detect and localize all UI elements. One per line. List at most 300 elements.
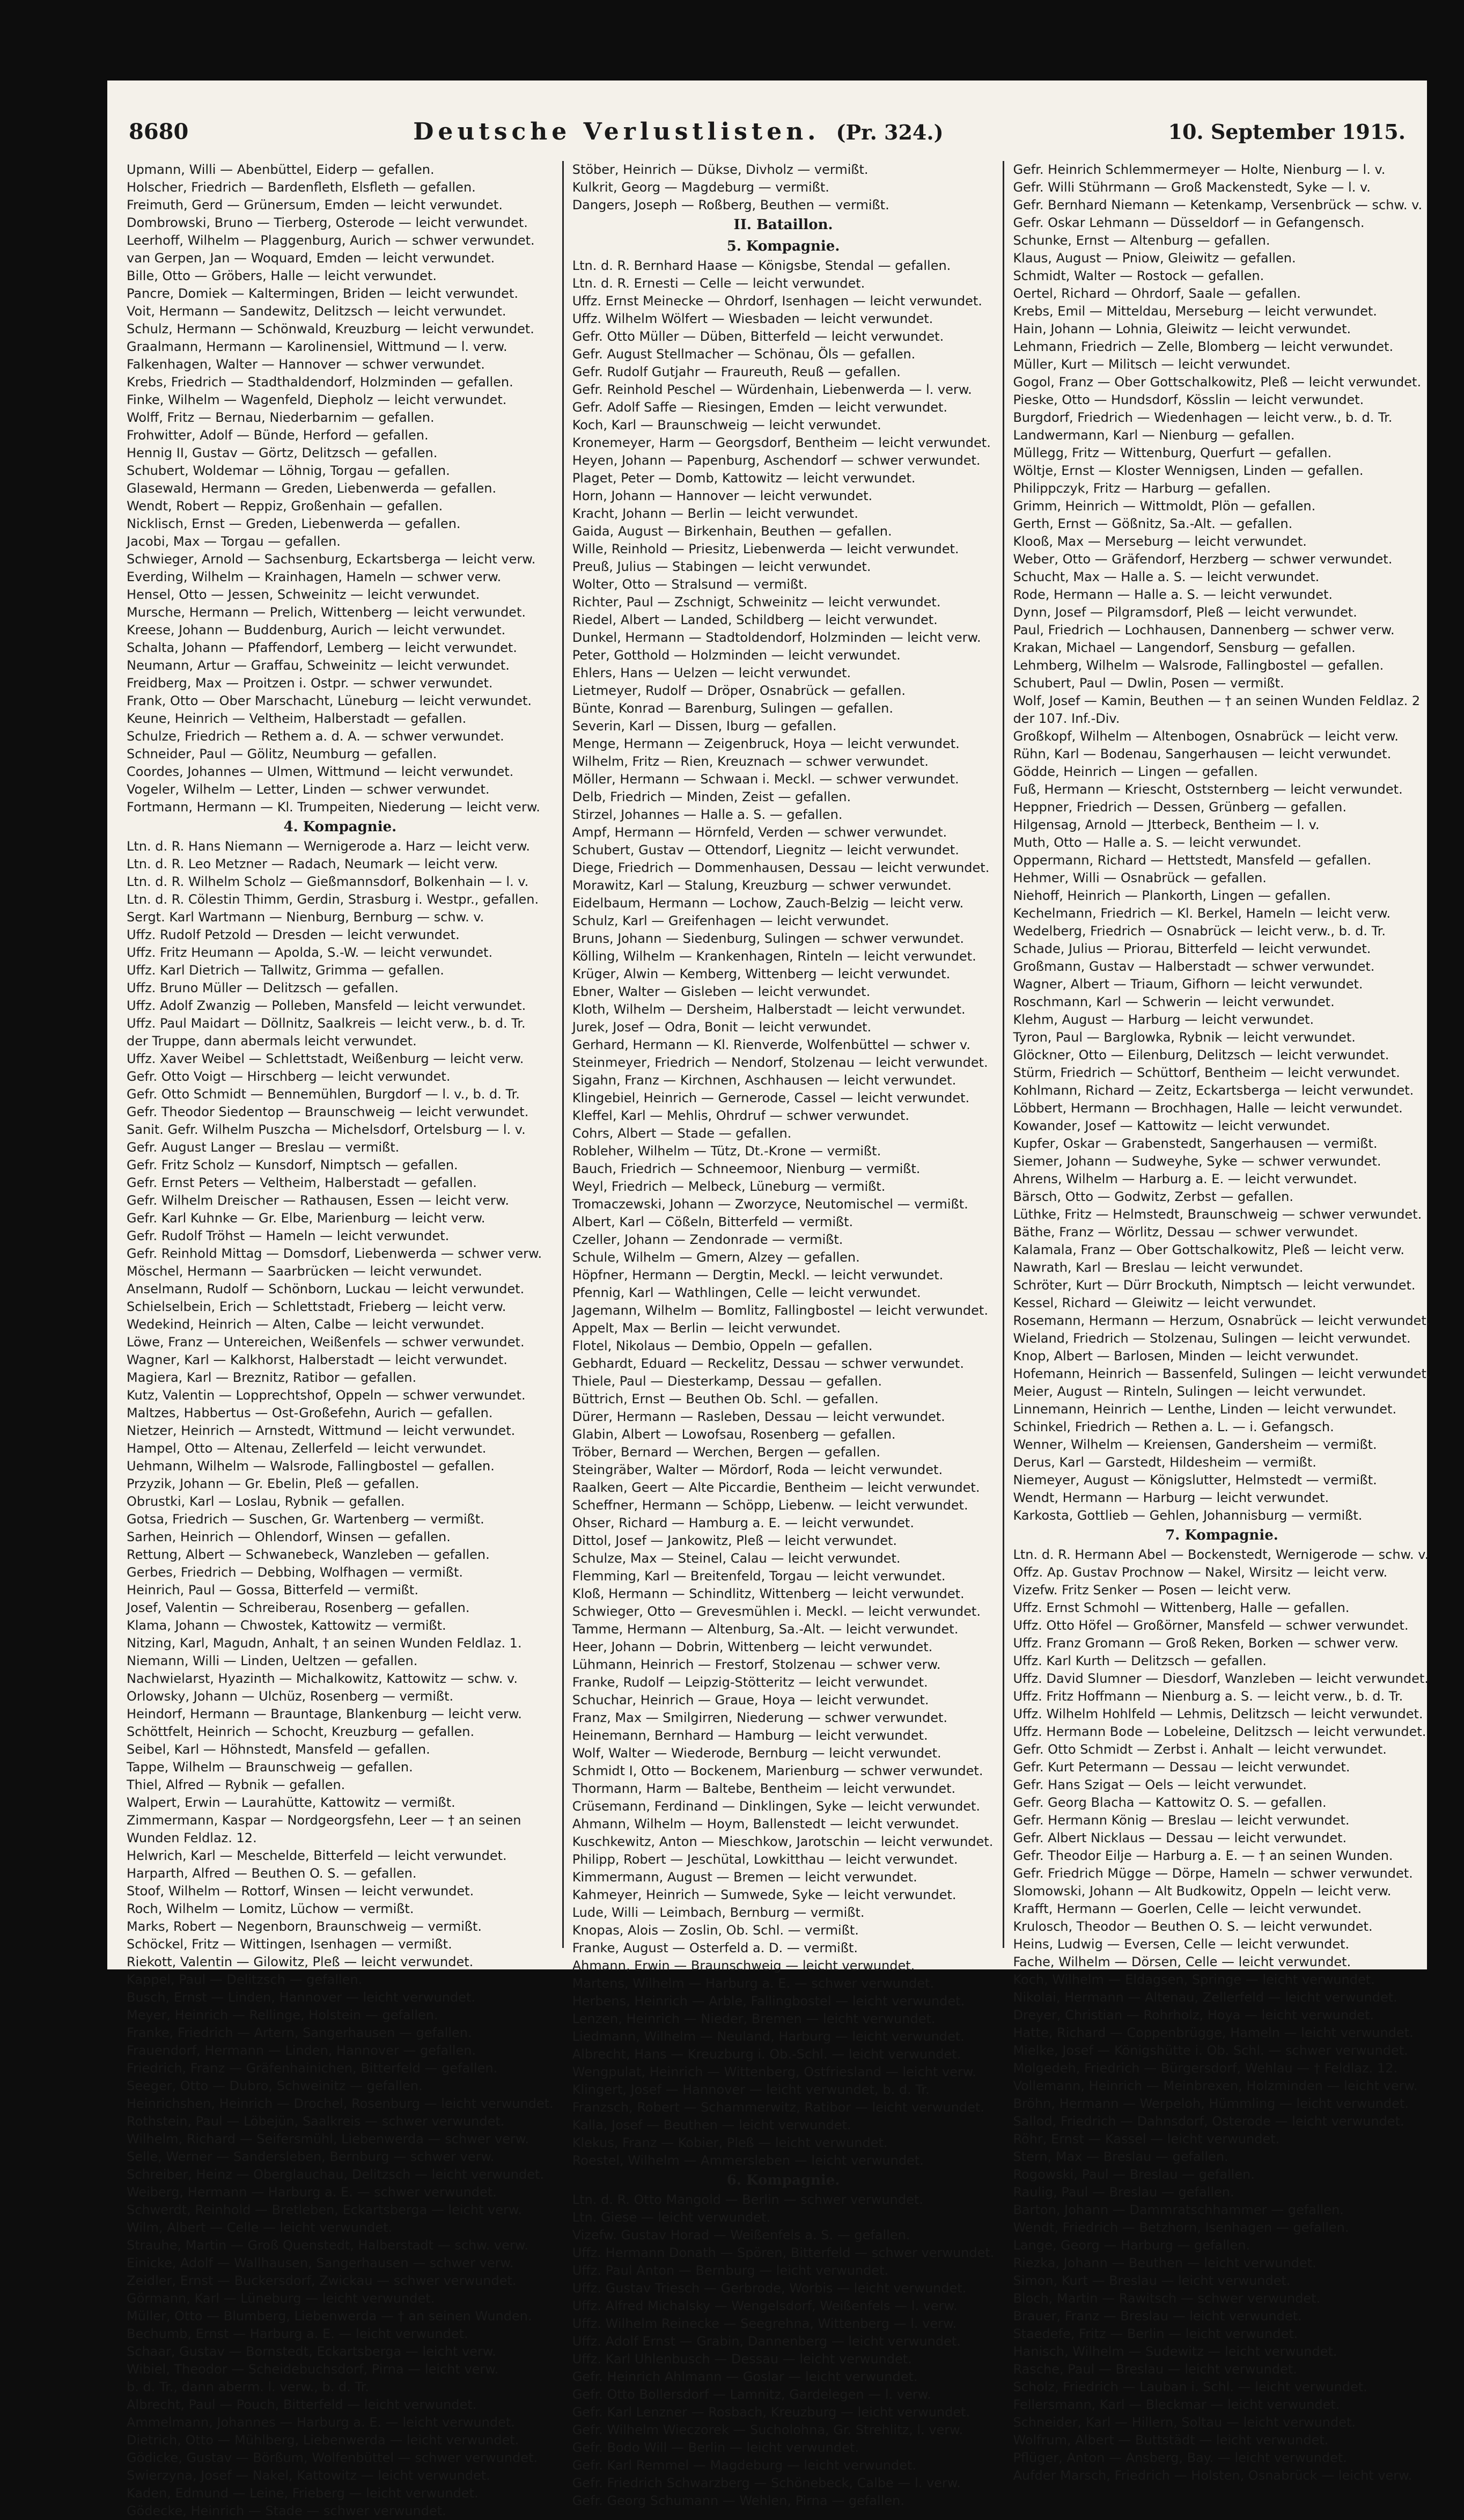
casualty-entry: Gefr. Karl Remmel — Magdeburg — leicht verwundet.	[572, 2458, 916, 2473]
casualty-entry: Friedrich, Franz — Gräfenhainichen, Bitterfeld — gefallen.	[127, 2061, 498, 2076]
casualty-entry: Wilhelm, Richard — Seifersmühl, Liebenwerda — schwer verw.	[127, 2131, 529, 2147]
casualty-entry: Kaden, Edmund — Leine, Frieberg — leicht verwundet.	[127, 2486, 479, 2501]
casualty-entry: Schmidt, Walter — Rostock — gefallen.	[1013, 268, 1264, 283]
casualty-entry: Wolter, Otto — Stralsund — vermißt.	[572, 577, 808, 592]
casualty-entry: Uffz. Wilhelm Reinecke — Seegrehna, Wittenberg — l. verw.	[572, 2316, 957, 2331]
casualty-entry: Wilm, Albert — Celle — leicht verwundet.	[127, 2220, 393, 2235]
casualty-entry: Sigahn, Franz — Kirchnen, Aschhausen — leicht verwundet.	[572, 1073, 957, 1088]
casualty-entry: Dombrowski, Bruno — Tierberg, Osterode — leicht verwundet.	[127, 215, 528, 230]
casualty-entry: Uffz. Fritz Heumann — Apolda, S.-W. — leicht verwundet.	[127, 945, 493, 960]
casualty-entry: Wedelberg, Friedrich — Osnabrück — leicht verw., b. d. Tr.	[1013, 924, 1386, 939]
casualty-entry: Wunden Feldlaz. 12.	[127, 1830, 257, 1845]
casualty-entry: Gefr. Bodo Will — Berlin — leicht verwundet.	[572, 2440, 859, 2455]
casualty-entry: Gödecke, Heinrich — Stade — schwer verwundet.	[127, 2503, 446, 2518]
casualty-entry: Bünte, Konrad — Barenburg, Sulingen — gefallen.	[572, 701, 893, 716]
casualty-entry: Uffz. Otto Höfel — Großörner, Mansfeld — schwer verwundet.	[1013, 1618, 1409, 1633]
casualty-entry: Fache, Wilhelm — Dörsen, Celle — leicht verwundet.	[1013, 1954, 1351, 1969]
casualty-entry: Menge, Hermann — Zeigenbruck, Hoya — leicht verwundet.	[572, 736, 960, 751]
casualty-entry: Heinemann, Bernhard — Hamburg — leicht verwundet.	[572, 1728, 928, 1743]
casualty-entry: Bloch, Martin — Rawitsch — schwer verwundet.	[1013, 2291, 1321, 2306]
casualty-entry: Ltn. d. R. Hans Niemann — Wernigerode a. Harz — leicht verw.	[127, 839, 531, 854]
casualty-entry: Sanit. Gefr. Wilhelm Puszcha — Michelsdorf, Ortelsburg — l. v.	[127, 1122, 526, 1137]
casualty-entry: Flemming, Karl — Breitenfeld, Torgau — leicht verwundet.	[572, 1569, 946, 1584]
casualty-entry: Strauhe, Martin — Groß Quenstedt, Halberstadt — schw. verw.	[127, 2238, 528, 2253]
casualty-entry: Offz. Ap. Gustav Prochnow — Nakel, Wirsitz — leicht verw.	[1013, 1565, 1388, 1580]
casualty-entry: Niemeyer, August — Königslutter, Helmstedt — vermißt.	[1013, 1473, 1377, 1488]
casualty-entry: Ampf, Hermann — Hörnfeld, Verden — schwer verwundet.	[572, 825, 947, 840]
casualty-entry: Gefr. Adolf Saffe — Riesingen, Emden — leicht verwundet.	[572, 400, 948, 415]
casualty-entry: Albert, Karl — Cößeln, Bitterfeld — vermißt.	[572, 1214, 854, 1229]
casualty-entry: Klooß, Max — Merseburg — leicht verwundet.	[1013, 534, 1307, 549]
casualty-entry: Heins, Ludwig — Eversen, Celle — leicht verwundet.	[1013, 1937, 1350, 1952]
casualty-entry: Schneider, Paul — Gölitz, Neumburg — gefallen.	[127, 746, 437, 761]
casualty-entry: Heinrichshen, Heinrich — Drochel, Rosenburg — leicht verwundet.	[127, 2096, 554, 2111]
casualty-entry: Thiele, Paul — Diesterkamp, Dessau — gefallen.	[572, 1374, 882, 1389]
casualty-entry: Uffz. Adolf Zwanzig — Polleben, Mansfeld — leicht verwundet.	[127, 998, 526, 1013]
casualty-entry: Dittol, Josef — Jankowitz, Pleß — leicht verwundet.	[572, 1533, 897, 1548]
casualty-entry: Gefr. Heinrich Schlemmermeyer — Holte, Nienburg — l. v.	[1013, 162, 1386, 177]
casualty-entry: Gefr. Rudolf Gutjahr — Fraureuth, Reuß — gefallen.	[572, 364, 901, 379]
casualty-entry: Pflüger, Anton — Ansberg, Bay. — leicht verwundet.	[1013, 2450, 1347, 2465]
casualty-entry: Finke, Wilhelm — Wagenfeld, Diepholz — leicht verwundet.	[127, 392, 507, 407]
casualty-entry: Lehmberg, Wilhelm — Walsrode, Fallingbostel — gefallen.	[1013, 658, 1384, 673]
casualty-entry: Philippczyk, Fritz — Harburg — gefallen.	[1013, 481, 1271, 496]
casualty-entry: Bechumb, Ernst — Harburg a. E. — leicht verwundet.	[127, 2326, 468, 2341]
casualty-entry: Niehoff, Heinrich — Plankorth, Lingen — gefallen.	[1013, 888, 1331, 903]
casualty-entry: Rosemann, Hermann — Herzum, Osnabrück — leicht verwundet.	[1013, 1313, 1431, 1328]
casualty-entry: Rettung, Albert — Schwanebeck, Wanzleben — gefallen.	[127, 1547, 490, 1562]
casualty-entry: Gefr. Otto Schmidt — Zerbst i. Anhalt — leicht verwundet.	[1013, 1742, 1387, 1757]
casualty-entry: Thiel, Alfred — Rybnik — gefallen.	[127, 1777, 345, 1792]
casualty-entry: Uffz. Karl Kurth — Delitzsch — gefallen.	[1013, 1653, 1267, 1668]
casualty-entry: Scholz, Friedrich — Lauban i. Schl. — leicht verwundet.	[1013, 2379, 1367, 2394]
casualty-entry: Dunkel, Hermann — Stadtoldendorf, Holzminden — leicht verw.	[572, 630, 981, 645]
casualty-entry: Schöttfelt, Heinrich — Schocht, Kreuzburg — gefallen.	[127, 1724, 475, 1739]
casualty-entry: Bruns, Johann — Siedenburg, Sulingen — schwer verwundet.	[572, 931, 965, 946]
casualty-entry: Ohser, Richard — Hamburg a. E. — leicht verwundet.	[572, 1515, 914, 1530]
casualty-entry: Uffz. Hermann Donath — Spören, Bitterfeld — schwer verwundet.	[572, 2245, 995, 2260]
casualty-entry: Oertel, Richard — Ohrdorf, Saale — gefallen.	[1013, 286, 1301, 301]
casualty-entry: Gefr. August Langer — Breslau — vermißt.	[127, 1140, 400, 1155]
casualty-entry: Molgedeh, Friedrich — Bürgersdorf, Wehlau — † Feldlaz. 12.	[1013, 2061, 1398, 2076]
casualty-entry: Schulze, Max — Steinel, Calau — leicht verwundet.	[572, 1551, 901, 1566]
casualty-entry: Stirzel, Johannes — Halle a. S. — gefallen.	[572, 807, 843, 822]
casualty-entry: Uffz. Gustav Triesch — Gerbrode, Worbis — leicht verwundet.	[572, 2281, 967, 2296]
casualty-entry: Vogeler, Wilhelm — Letter, Linden — schwer verwundet.	[127, 782, 490, 797]
casualty-entry: Neumann, Artur — Graffau, Schweinitz — leicht verwundet.	[127, 658, 510, 673]
casualty-entry: Kalla, Josef — Beuthen — leicht verwundet.	[572, 2118, 851, 2133]
casualty-entry: Roch, Wilhelm — Lomitz, Lüchow — vermißt.	[127, 1901, 414, 1916]
casualty-entry: Ltn. d. R. Leo Metzner — Radach, Neumark — leicht verw.	[127, 856, 498, 871]
casualty-entry: Schalta, Johann — Pfaffendorf, Lemberg — leicht verwundet.	[127, 640, 517, 655]
casualty-entry: Horn, Johann — Hannover — leicht verwundet.	[572, 488, 873, 503]
casualty-entry: Gefr. August Stellmacher — Schönau, Öls — gefallen.	[572, 347, 916, 362]
casualty-entry: Ehlers, Hans — Uelzen — leicht verwundet.	[572, 665, 851, 680]
casualty-entry: Gefr. Heinrich Ahlmann — Goslar — leicht verwundet.	[572, 2369, 918, 2384]
casualty-entry: Kutz, Valentin — Lopprechtshof, Oppeln — schwer verwundet.	[127, 1388, 526, 1403]
casualty-entry: Pfennig, Karl — Wathlingen, Celle — leicht verwundet.	[572, 1285, 921, 1300]
casualty-entry: b. d. Tr., dann aberm. l. verw., b. d. Tr.	[127, 2379, 369, 2394]
casualty-entry: Gerbes, Friedrich — Debbing, Wolfhagen — vermißt.	[127, 1565, 463, 1580]
casualty-entry: Ltn. Giese — leicht verwundet.	[572, 2210, 770, 2225]
casualty-entry: Nawrath, Karl — Breslau — leicht verwundet.	[1013, 1260, 1304, 1275]
casualty-entry: Gefr. Hans Szigat — Oels — leicht verwundet.	[1013, 1777, 1307, 1792]
casualty-entry: Wieland, Friedrich — Stolzenau, Sulingen — leicht verwundet.	[1013, 1331, 1411, 1346]
casualty-entry: Mielke, Josef — Königshütte i. Ob. Schl. — schwer verwundet.	[1013, 2043, 1408, 2058]
casualty-entry: Schulze, Friedrich — Rethem a. d. A. — schwer verwundet.	[127, 729, 504, 744]
casualty-entry: Przyzik, Johann — Gr. Ebelin, Pleß — gefallen.	[127, 1476, 420, 1491]
casualty-entry: Cohrs, Albert — Stade — gefallen.	[572, 1126, 792, 1141]
casualty-entry: Dangers, Joseph — Roßberg, Beuthen — vermißt.	[572, 197, 889, 213]
casualty-entry: Oppermann, Richard — Hettstedt, Mansfeld — gefallen.	[1013, 853, 1371, 868]
casualty-entry: Schwieger, Otto — Grevesmühlen i. Meckl. — leicht verwundet.	[572, 1604, 981, 1619]
casualty-entry: Aufder Marsch, Friedrich — Holsten, Osnabrück — leicht verw.	[1013, 2468, 1412, 2483]
casualty-entry: Maltzes, Habbertus — Ost-Großefehn, Aurich — gefallen.	[127, 1405, 493, 1420]
casualty-entry: Franke, August — Osterfeld a. D. — vermißt.	[572, 1940, 858, 1955]
casualty-entry: Roschmann, Karl — Schwerin — leicht verwundet.	[1013, 994, 1335, 1009]
casualty-entry: Gerth, Ernst — Gößnitz, Sa.-Alt. — gefallen.	[1013, 516, 1293, 531]
casualty-entry: Lude, Willi — Leimbach, Bernburg — vermißt.	[572, 1905, 865, 1920]
casualty-entry: Anselmann, Rudolf — Schönborn, Luckau — leicht verwundet.	[127, 1281, 525, 1296]
casualty-entry: Schmidt I, Otto — Bockenem, Marienburg — schwer verwundet.	[572, 1763, 983, 1778]
casualty-entry: Schubert, Gustav — Ottendorf, Liegnitz — leicht verwundet.	[572, 843, 959, 858]
casualty-entry: Frohwitter, Adolf — Bünde, Herford — gefallen.	[127, 428, 429, 443]
casualty-entry: Delb, Friedrich — Minden, Zeist — gefallen.	[572, 789, 851, 804]
casualty-entry: Nicklisch, Ernst — Greden, Liebenwerda — gefallen.	[127, 516, 461, 531]
casualty-entry: Höpfner, Hermann — Dergtin, Meckl. — leicht verwundet.	[572, 1268, 944, 1283]
casualty-entry: Grimm, Heinrich — Wittmoldt, Plön — gefallen.	[1013, 499, 1316, 514]
casualty-entry: Wibiel, Theodor — Scheidebuchsdorf, Pirna — leicht verw.	[127, 2362, 499, 2377]
casualty-entry: Kupfer, Oskar — Grabenstedt, Sangerhausen — vermißt.	[1013, 1136, 1378, 1151]
casualty-entry: Voit, Hermann — Sandewitz, Delitzsch — leicht verwundet.	[127, 304, 506, 319]
casualty-entry: Heer, Johann — Dobrin, Wittenberg — leicht verwundet.	[572, 1639, 933, 1654]
casualty-entry: Rogowski, Paul — Breslau — gefallen.	[1013, 2167, 1255, 2182]
casualty-entry: Morawitz, Karl — Stalung, Kreuzburg — schwer verwundet.	[572, 878, 952, 893]
page-number: 8680	[129, 119, 189, 144]
casualty-entry: Uffz. David Slumner — Diesdorf, Wanzleben — leicht verwundet.	[1013, 1671, 1429, 1686]
casualty-entry: Heyen, Johann — Papenburg, Aschendorf — schwer verwundet.	[572, 453, 981, 468]
casualty-entry: Gefr. Otto Bollersdorf — Lamnitz, Gardelegen — l. verw.	[572, 2387, 931, 2402]
casualty-entry: Gödicke, Gustav — Börßum, Wolfenbüttel — schwer verwundet.	[127, 2450, 538, 2465]
casualty-entry: Lange, Georg — Harburg — gefallen.	[1013, 2238, 1250, 2253]
casualty-entry: Gefr. Otto Voigt — Hirschberg — leicht verwundet.	[127, 1069, 451, 1084]
casualty-entry: Gefr. Reinhold Peschel — Würdenhain, Liebenwerda — l. verw.	[572, 382, 972, 397]
casualty-entry: Gefr. Wilhelm Wieczorek — Sucholohna, Gr. Strehlitz, l. verw.	[572, 2422, 963, 2437]
casualty-entry: Kleffel, Karl — Mehlis, Ohrdruf — schwer verwundet.	[572, 1108, 909, 1123]
casualty-entry: Wagner, Albert — Triaum, Gifhorn — leicht verwundet.	[1013, 977, 1363, 992]
casualty-entry: Schöckel, Fritz — Wittingen, Isenhagen — vermißt.	[127, 1937, 452, 1952]
casualty-entry: Vollemann, Heinrich — Meinbrexen, Holzminden — leicht verw.	[1013, 2078, 1418, 2093]
casualty-entry: Burgdorf, Friedrich — Wiedenhagen — leicht verw., b. d. Tr.	[1013, 410, 1393, 425]
section-heading: 7. Kompagnie.	[1165, 1527, 1278, 1543]
casualty-entry: Rothstein, Paul — Löbejün, Saalkreis — schwer verwundet.	[127, 2114, 505, 2129]
casualty-entry: Meyer, Heinrich — Rellinge, Holstein — gefallen.	[127, 2008, 438, 2023]
casualty-entry: Busch, Ernst — Linden, Hannover — leicht verwundet.	[127, 1990, 475, 2005]
casualty-entry: Gefr. Georg Blacha — Kattowitz O. S. — gefallen.	[1013, 1795, 1327, 1810]
publication-title: Deutsche Verlustlisten.	[413, 118, 820, 145]
casualty-entry: Upmann, Willi — Abenbüttel, Eiderp — gefallen.	[127, 162, 435, 177]
casualty-entry: Keune, Heinrich — Veltheim, Halberstadt — gefallen.	[127, 711, 467, 726]
casualty-entry: Hampel, Otto — Altenau, Zellerfeld — leicht verwundet.	[127, 1441, 487, 1456]
casualty-entry: Klaus, August — Pniow, Gleiwitz — gefallen.	[1013, 251, 1296, 266]
casualty-entry: Wille, Reinhold — Priesitz, Liebenwerda — leicht verwundet.	[572, 541, 959, 556]
casualty-entry: Schreiber, Heinz — Oberglauchau, Delitzsch — leicht verwundet.	[127, 2167, 545, 2182]
casualty-entry: Herbens, Heinrich — Arble, Fallingbostel — leicht verwundet.	[572, 1994, 965, 2009]
casualty-entry: Wilhelm, Fritz — Rien, Kreuznach — schwer verwundet.	[572, 754, 929, 769]
casualty-entry: Uffz. Rudolf Petzold — Dresden — leicht verwundet.	[127, 927, 460, 942]
casualty-entry: Helwrich, Karl — Meschelde, Bitterfeld — leicht verwundet.	[127, 1848, 507, 1863]
casualty-entry: Tyron, Paul — Barglowka, Rybnik — leicht verwundet.	[1013, 1030, 1356, 1045]
casualty-entry: Stöber, Heinrich — Dükse, Divholz — vermißt.	[572, 162, 869, 177]
casualty-entry: Schneider, Karl — Hillern, Soltau — leicht verwundet.	[1013, 2415, 1356, 2430]
casualty-entry: Fuß, Hermann — Kriescht, Oststernberg — leicht verwundet.	[1013, 782, 1403, 797]
casualty-entry: Paul, Friedrich — Lochhausen, Dannenberg — schwer verw.	[1013, 622, 1395, 638]
casualty-entry: Wengpulat, Heinrich — Wittenberg, Ostfriesland — leicht verw.	[572, 2064, 976, 2079]
casualty-entry: Philipp, Robert — Jeschütal, Lowkitthau — leicht verwundet.	[572, 1852, 958, 1867]
casualty-entry: Kloß, Hermann — Schindlitz, Wittenberg — leicht verwundet.	[572, 1586, 965, 1601]
casualty-entry: Heppner, Friedrich — Dessen, Grünberg — gefallen.	[1013, 800, 1347, 815]
casualty-entry: Seibel, Karl — Höhnstedt, Mansfeld — gefallen.	[127, 1742, 430, 1757]
casualty-entry: Tappe, Wilhelm — Braunschweig — gefallen.	[127, 1760, 413, 1775]
casualty-entry: Uffz. Xaver Weibel — Schlettstadt, Weißenburg — leicht verw.	[127, 1051, 524, 1066]
casualty-entry: Frank, Otto — Ober Marschacht, Lüneburg — leicht verwundet.	[127, 693, 532, 708]
casualty-entry: Glasewald, Hermann — Greden, Liebenwerda — gefallen.	[127, 481, 497, 496]
casualty-entry: Karkosta, Gottlieb — Gehlen, Johannisburg — vermißt.	[1013, 1508, 1363, 1523]
casualty-entry: Rasche, Paul — Breslau — leicht verwundet.	[1013, 2362, 1297, 2377]
casualty-entry: Gefr. Theodor Siedentop — Braunschweig — leicht verwundet.	[127, 1104, 529, 1119]
casualty-entry: Heinrich, Paul — Gossa, Bitterfeld — vermißt.	[127, 1583, 418, 1598]
casualty-entry: Diege, Friedrich — Dommenhausen, Dessau — leicht verwundet.	[572, 860, 990, 875]
casualty-entry: Dreyer, Christian — Rohrholz, Hoya — leicht verwundet.	[1013, 2008, 1374, 2023]
casualty-entry: Kowander, Josef — Kattowitz — leicht verwundet.	[1013, 1118, 1330, 1133]
casualty-entry: Graalmann, Hermann — Karolinensiel, Wittmund — l. verw.	[127, 339, 507, 354]
casualty-entry: Ltn. d. R. Otto Mangold — Berlin — schwer verwundet.	[572, 2192, 923, 2207]
casualty-entry: Müller, Otto — Blumberg, Liebenwerda — † an seinen Wunden.	[127, 2309, 532, 2324]
casualty-entry: Gefr. Friedrich Mügge — Dörpe, Hameln — schwer verwundet.	[1013, 1866, 1413, 1881]
casualty-entry: Klingert, Josef — Hannover — leicht verwundet, b. d. Tr.	[572, 2082, 930, 2097]
casualty-entry: Gefr. Theodor Eilje — Harburg a. E. — † an seinen Wunden.	[1013, 1848, 1393, 1863]
casualty-entry: Hatte, Richard — Coppenbrügge, Hameln — leicht verwundet.	[1013, 2025, 1414, 2040]
casualty-entry: Ahrens, Wilhelm — Harburg a. E. — leicht verwundet.	[1013, 1171, 1357, 1186]
casualty-entry: Schielselbein, Erich — Schlettstadt, Frieberg — leicht verw.	[127, 1299, 506, 1314]
newspaper-page	[107, 80, 1431, 2518]
casualty-entry: Vizefw. Gustav Horad — Weißenfels a. S. — gefallen.	[572, 2228, 910, 2243]
casualty-entry: Peter, Gotthold — Holzminden — leicht verwundet.	[572, 648, 901, 663]
casualty-entry: Zimmermann, Kaspar — Nordgeorgsfehn, Leer — † an seinen	[127, 1813, 521, 1828]
casualty-entry: Nikolai, Hermann — Altenau, Zellerfeld — leicht verwundet.	[1013, 1990, 1397, 2005]
casualty-entry: Leerhoff, Wilhelm — Plaggenburg, Aurich — schwer verwundet.	[127, 233, 535, 248]
casualty-entry: Raulig, Paul — Breslau — gefallen.	[1013, 2185, 1234, 2200]
casualty-entry: Krebs, Emil — Mitteldau, Merseburg — leicht verwundet.	[1013, 304, 1377, 319]
casualty-entry: Pancre, Domiek — Kaltermingen, Briden — leicht verwundet.	[127, 286, 518, 301]
casualty-entry: Ahmann, Wilhelm — Hoym, Ballenstedt — leicht verwundet.	[572, 1816, 960, 1832]
casualty-entry: Gaida, August — Birkenhain, Beuthen — gefallen.	[572, 524, 892, 539]
casualty-entry: Albrecht, Hans — Kreuzburg i. Ob.-Schl. — leicht verwundet.	[572, 2047, 961, 2062]
casualty-entry: Fellersmann, Karl — Bleckmar — leicht verwundet.	[1013, 2397, 1340, 2412]
casualty-entry: Krafft, Hermann — Goerlen, Celle — leicht verwundet.	[1013, 1901, 1362, 1916]
casualty-entry: Wendt, Hermann — Harburg — leicht verwundet.	[1013, 1490, 1329, 1505]
casualty-entry: Ltn. d. R. Cölestin Thimm, Gerdin, Strasburg i. Westpr., gefallen.	[127, 892, 539, 907]
casualty-entry: Wendt, Robert — Reppiz, Großenhain — gefallen.	[127, 499, 443, 514]
casualty-entry: Hennig II, Gustav — Görtz, Delitzsch — gefallen.	[127, 445, 438, 460]
casualty-entry: Möschel, Hermann — Saarbrücken — leicht verwundet.	[127, 1264, 482, 1279]
casualty-entry: Gefr. Reinhold Mittag — Domsdorf, Liebenwerda — schwer verw.	[127, 1246, 542, 1261]
casualty-entry: Riedel, Albert — Landed, Schildberg — leicht verwundet.	[572, 612, 938, 627]
casualty-entry: Glabin, Albert — Lowofsau, Rosenberg — gefallen.	[572, 1427, 896, 1442]
casualty-entry: Schuchar, Heinrich — Graue, Hoya — leicht verwundet.	[572, 1693, 929, 1708]
casualty-entry: Gefr. Karl Kuhnke — Gr. Elbe, Marienburg — leicht verw.	[127, 1211, 485, 1226]
casualty-entry: Kohlmann, Richard — Zeitz, Eckartsberga — leicht verwundet.	[1013, 1083, 1414, 1098]
casualty-entry: Löwe, Franz — Untereichen, Weißenfels — schwer verwundet.	[127, 1335, 525, 1350]
casualty-entry: Krüger, Alwin — Kemberg, Wittenberg — leicht verwundet.	[572, 966, 951, 981]
casualty-entry: Uffz. Karl Uhlenbusch — Dessau — leicht verwundet.	[572, 2351, 912, 2367]
casualty-entry: Hanisch, Wilhelm — Sudewitz — leicht verwundet.	[1013, 2344, 1337, 2359]
casualty-entry: Heindorf, Hermann — Brauntage, Blankenburg — leicht verw.	[127, 1706, 522, 1721]
casualty-entry: Bille, Otto — Gröbers, Halle — leicht verwundet.	[127, 268, 437, 283]
casualty-entry: Ammelmann, Johannes — Harburg a. E. — leicht verwundet.	[127, 2415, 515, 2430]
casualty-entry: Riezka, Johann — Beuthen — leicht verwundet.	[1013, 2255, 1316, 2270]
casualty-entry: Kronemeyer, Harm — Georgsdorf, Bentheim — leicht verwundet.	[572, 435, 991, 450]
casualty-entry: der 107. Inf.-Div.	[1013, 711, 1120, 726]
casualty-entry: Koch, Wilhelm — Eldagsen, Springe — leicht verwundet.	[1013, 1972, 1375, 1987]
casualty-entry: Flotel, Nikolaus — Dembio, Oppeln — gefallen.	[572, 1338, 873, 1353]
casualty-entry: Harparth, Alfred — Beuthen O. S. — gefallen.	[127, 1866, 417, 1881]
casualty-entry: Gefr. Rudolf Tröhst — Hameln — leicht verwundet.	[127, 1228, 450, 1243]
casualty-entry: Kechelmann, Friedrich — Kl. Berkel, Hameln — leicht verw.	[1013, 906, 1391, 921]
casualty-entry: Gefr. Oskar Lehmann — Düsseldorf — in Gefangensch.	[1013, 215, 1365, 230]
casualty-entry: Derus, Karl — Garstedt, Hildesheim — vermißt.	[1013, 1455, 1316, 1470]
casualty-entry: Müller, Kurt — Militsch — leicht verwundet.	[1013, 357, 1291, 372]
casualty-entry: Uffz. Adolf Ernst — Grabin, Dannenberg — leicht verwundet.	[572, 2334, 961, 2349]
casualty-entry: Hofemann, Heinrich — Bassenfeld, Sulingen — leicht verwundet.	[1013, 1366, 1431, 1381]
casualty-entry: Franzsch, Robert — Schammerwitz, Ratibor — leicht verwundet.	[572, 2100, 984, 2115]
casualty-entry: Schubert, Paul — Dwlin, Posen — vermißt.	[1013, 676, 1284, 691]
casualty-entry: Freimuth, Gerd — Grünersum, Emden — leicht verwundet.	[127, 197, 503, 213]
casualty-entry: Stern, Max — Breslau — gefallen.	[1013, 2149, 1228, 2164]
casualty-entry: Czeller, Johann — Zendonrade — vermißt.	[572, 1232, 843, 1247]
casualty-entry: Wedekind, Heinrich — Alten, Calbe — leicht verwundet.	[127, 1317, 484, 1332]
casualty-entry: Hilgensag, Arnold — Jtterbeck, Bentheim — l. v.	[1013, 817, 1320, 832]
casualty-entry: Eidelbaum, Hermann — Lochow, Zauch-Belzig — leicht verw.	[572, 896, 964, 911]
casualty-entry: Gefr. Albert Nicklaus — Dessau — leicht verwundet.	[1013, 1830, 1347, 1845]
casualty-entry: Schulz, Hermann — Schönwald, Kreuzburg — leicht verwundet.	[127, 321, 534, 336]
casualty-entry: Schule, Wilhelm — Gmern, Alzey — gefallen.	[572, 1250, 860, 1265]
casualty-entry: Schunke, Ernst — Altenburg — gefallen.	[1013, 233, 1270, 248]
section-heading: 6. Kompagnie.	[726, 2172, 840, 2188]
casualty-entry: Uffz. Alfred Michalsky — Wengelsdorf, Weißenfels — l. verw.	[572, 2298, 958, 2313]
casualty-entry: Löbbert, Hermann — Brochhagen, Halle — leicht verwundet.	[1013, 1101, 1403, 1116]
casualty-entry: Krakan, Michael — Langendorf, Sensburg — gefallen.	[1013, 640, 1356, 655]
column-3	[1003, 161, 1439, 2483]
section-heading: II. Bataillon.	[733, 217, 833, 233]
casualty-entry: Barton, Johann — Dammratschhammer — gefallen.	[1013, 2202, 1344, 2217]
casualty-entry: Gefr. Willi Stührmann — Groß Mackenstedt, Syke — l. v.	[1013, 180, 1371, 195]
column-1	[118, 161, 562, 2518]
casualty-entry: Steingräber, Walter — Mördorf, Roda — leicht verwundet.	[572, 1462, 943, 1477]
casualty-entry: Wenner, Wilhelm — Kreiensen, Gandersheim — vermißt.	[1013, 1437, 1377, 1452]
casualty-entry: Uffz. Fritz Hoffmann — Nienburg a. S. — leicht verw., b. d. Tr.	[1013, 1689, 1403, 1704]
casualty-entry: Nitzing, Karl, Magudn, Anhalt, † an seinen Wunden Feldlaz. 1.	[127, 1636, 522, 1651]
section-heading: 5. Kompagnie.	[726, 238, 840, 254]
section-heading: 4. Kompagnie.	[283, 819, 397, 835]
casualty-entry: Rode, Hermann — Halle a. S. — leicht verwundet.	[1013, 587, 1333, 602]
casualty-entry: Uffz. Paul Anton — Bernburg — leicht verwundet.	[572, 2263, 889, 2278]
casualty-entry: Knop, Albert — Barlosen, Minden — leicht verwundet.	[1013, 1349, 1359, 1364]
casualty-entry: Kalamala, Franz — Ober Gottschalkowitz, Pleß — leicht verw.	[1013, 1242, 1405, 1257]
casualty-entry: Staedefe, Fritz — Berlin — leicht verwundet.	[1013, 2326, 1298, 2341]
casualty-entry: Obrustki, Karl — Loslau, Rybnik — gefallen.	[127, 1494, 405, 1509]
casualty-entry: Klingebiel, Heinrich — Gernerode, Cassel — leicht verwundet.	[572, 1090, 970, 1105]
casualty-entry: Kracht, Johann — Berlin — leicht verwundet.	[572, 506, 858, 521]
casualty-entry: Möller, Hermann — Schwaan i. Meckl. — schwer verwundet.	[572, 772, 959, 787]
casualty-entry: Uffz. Bruno Müller — Delitzsch — gefallen.	[127, 980, 399, 995]
casualty-entry: der Truppe, dann abermals leicht verwundet.	[127, 1034, 417, 1049]
casualty-entry: Gotsa, Friedrich — Suschen, Gr. Wartenberg — vermißt.	[127, 1512, 484, 1527]
casualty-entry: Gefr. Kurt Petermann — Dessau — leicht verwundet.	[1013, 1760, 1350, 1775]
casualty-entry: Krebs, Friedrich — Stadthaldendorf, Holzminden — gefallen.	[127, 375, 513, 390]
casualty-entry: Frauendorf, Hermann — Linden, Hannover — gefallen.	[127, 2043, 476, 2058]
casualty-entry: Ahmann, Erwin — Braunschweig — leicht verwundet.	[572, 1958, 915, 1973]
casualty-entry: Großkopf, Wilhelm — Altenbogen, Osnabrück — leicht verw.	[1013, 729, 1399, 744]
casualty-entry: Kloth, Wilhelm — Dersheim, Halberstadt — leicht verwundet.	[572, 1002, 966, 1017]
casualty-entry: Coordes, Johannes — Ulmen, Wittmund — leicht verwundet.	[127, 764, 514, 779]
casualty-entry: Schwerdt, Reinhold — Bretleben, Eckartsberga — leicht verw.	[127, 2202, 522, 2217]
casualty-entry: Hensel, Otto — Jessen, Schweinitz — leicht verwundet.	[127, 587, 480, 602]
casualty-entry: Swierzyna, Josef — Nakel, Kattowitz — leicht verwundet.	[127, 2468, 490, 2483]
casualty-entry: van Gerpen, Jan — Woquard, Emden — leicht verwundet.	[127, 251, 495, 266]
casualty-entry: Wolff, Fritz — Bernau, Niederbarnim — gefallen.	[127, 410, 435, 425]
casualty-entry: Jacobi, Max — Torgau — gefallen.	[127, 534, 341, 549]
casualty-entry: Büttrich, Ernst — Beuthen Ob. Schl. — gefallen.	[572, 1391, 879, 1406]
casualty-entry: Schubert, Woldemar — Löhnig, Torgau — gefallen.	[127, 463, 450, 478]
casualty-entry: Gefr. Karl Lenzner — Rosbach, Kreuzburg — leicht verwundet.	[572, 2405, 970, 2420]
casualty-entry: Niemann, Willi — Linden, Ueltzen — gefallen.	[127, 1653, 418, 1668]
casualty-entry: Hehmer, Willi — Osnabrück — gefallen.	[1013, 870, 1267, 885]
casualty-entry: Plaget, Peter — Domb, Kattowitz — leicht verwundet.	[572, 471, 916, 486]
casualty-entry: Gogol, Franz — Ober Gottschalkowitz, Pleß — leicht verwundet.	[1013, 375, 1422, 390]
casualty-entry: Uffz. Ernst Meinecke — Ohrdorf, Isenhagen — leicht verwundet.	[572, 294, 982, 309]
casualty-entry: Muth, Otto — Halle a. S. — leicht verwundet.	[1013, 835, 1301, 850]
casualty-entry: Koch, Karl — Braunschweig — leicht verwundet.	[572, 417, 881, 433]
casualty-entry: Ltn. d. R. Wilhelm Scholz — Gießmannsdorf, Bolkenhain — l. v.	[127, 874, 529, 889]
casualty-entry: Dietrich, Otto — Mühlberg, Liebenwerda — leicht verwundet.	[127, 2433, 519, 2448]
casualty-entry: Dynn, Josef — Pilgramsdorf, Pleß — leicht verwundet.	[1013, 605, 1357, 620]
casualty-entry: Schröter, Kurt — Dürr Brockuth, Nimptsch — leicht verwundet.	[1013, 1278, 1416, 1293]
casualty-entry: Selle, Werner — Sandersleben, Bernburg — schwer verw.	[127, 2149, 495, 2164]
casualty-entry: Albrecht, Paul — Pouch, Bitterfeld — leicht verwundet.	[127, 2397, 477, 2412]
casualty-entry: Marks, Robert — Negenborn, Braunschweig — vermißt.	[127, 1919, 482, 1934]
casualty-entry: Sarhen, Heinrich — Ohlendorf, Winsen — gefallen.	[127, 1529, 451, 1544]
casualty-entry: Bärsch, Otto — Godwitz, Zerbst — gefallen.	[1013, 1189, 1293, 1204]
casualty-entry: Zeidler, Ernst — Buckersdorf, Zwickau — schwer verwundet.	[127, 2273, 517, 2288]
casualty-entry: Kessel, Richard — Gleiwitz — leicht verwundet.	[1013, 1295, 1316, 1310]
casualty-entry: Riekott, Valentin — Gilowitz, Pleß — leicht verwundet.	[127, 1954, 474, 1969]
casualty-entry: Kreese, Johann — Buddenburg, Aurich — leicht verwundet.	[127, 622, 506, 638]
casualty-entry: Schinkel, Friedrich — Rethen a. L. — i. Gefangsch.	[1013, 1419, 1334, 1434]
casualty-entry: Schade, Julius — Priorau, Bitterfeld — leicht verwundet.	[1013, 941, 1371, 956]
casualty-entry: Kappel, Paul — Delitzsch — gefallen.	[127, 1972, 363, 1987]
casualty-entry: Wöltje, Ernst — Kloster Wennigsen, Linden — gefallen.	[1013, 463, 1364, 478]
casualty-entry: Glöckner, Otto — Eilenburg, Delitzsch — leicht verwundet.	[1013, 1047, 1389, 1063]
casualty-entry: Magiera, Karl — Breznitz, Ratibor — gefallen.	[127, 1370, 417, 1385]
casualty-entry: Uffz. Hermann Bode — Lobeleine, Delitzsch — leicht verwundet.	[1013, 1724, 1426, 1739]
casualty-entry: Gefr. Otto Müller — Düben, Bitterfeld — leicht verwundet.	[572, 329, 944, 344]
casualty-entry: Kulkrit, Georg — Magdeburg — vermißt.	[572, 180, 829, 195]
casualty-entry: Gefr. Friedrich Schwarzberg — Schönebeck, Calbe — l. verw.	[572, 2475, 961, 2490]
masthead	[413, 118, 943, 145]
casualty-entry: Freidberg, Max — Proitzen i. Ostpr. — schwer verwundet.	[127, 676, 493, 691]
casualty-entry: Uffz. Wilhelm Wölfert — Wiesbaden — leicht verwundet.	[572, 311, 933, 326]
